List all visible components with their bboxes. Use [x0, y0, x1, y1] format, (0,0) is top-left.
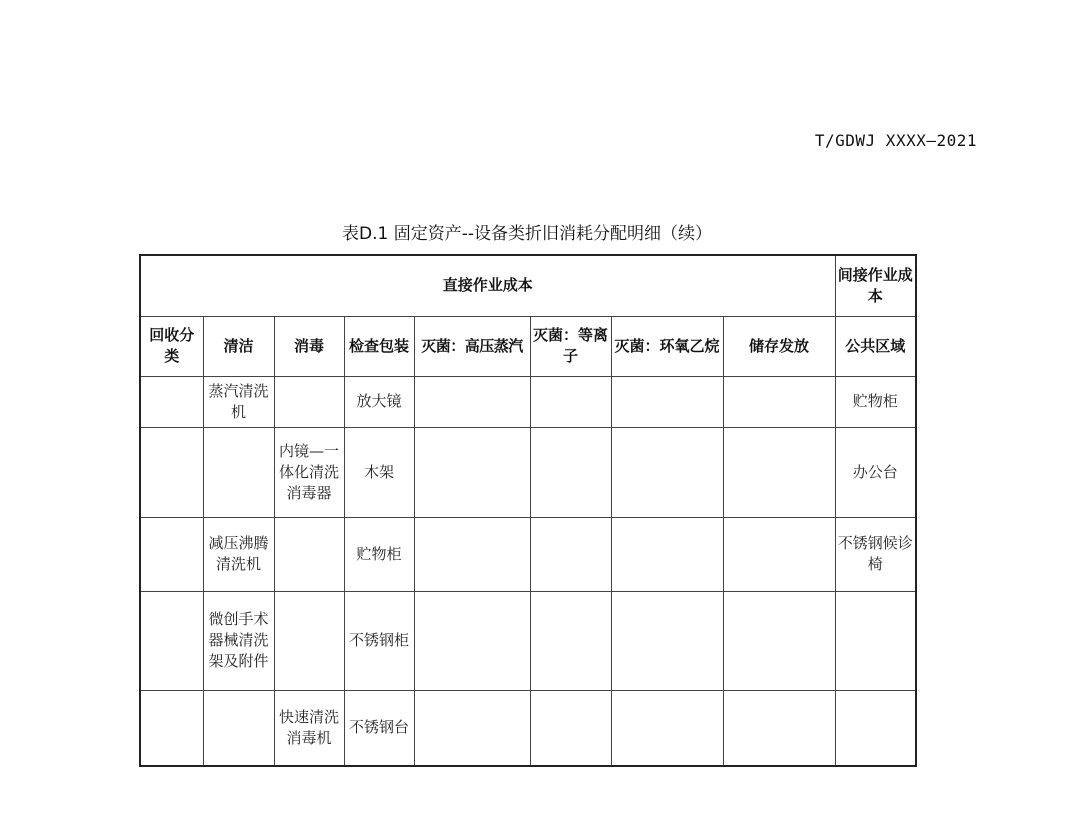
table-cell	[530, 591, 611, 690]
table-row	[140, 376, 916, 427]
table-cell: 内镜—一体化清洗消毒器	[274, 427, 344, 517]
table-cell: 贮物柜	[835, 376, 916, 427]
table-cell	[274, 376, 344, 427]
table-cell	[723, 427, 835, 517]
table-cell	[835, 591, 916, 690]
table-cell	[723, 376, 835, 427]
table-cell: 蒸汽清洗机	[203, 376, 274, 427]
table-cell	[530, 517, 611, 591]
table-cell: 微创手术器械清洗架及附件	[203, 591, 274, 690]
table-cell: 不锈钢候诊椅	[835, 517, 916, 591]
column-header: 储存发放	[723, 316, 835, 376]
table-cell	[203, 427, 274, 517]
column-header: 清洁	[203, 316, 274, 376]
table-cell	[530, 427, 611, 517]
table-cell: 快速清洗消毒机	[274, 690, 344, 766]
table-cell	[140, 690, 203, 766]
table-cell: 放大镜	[344, 376, 414, 427]
table-cell	[611, 517, 723, 591]
table-cell	[274, 591, 344, 690]
table-row	[140, 690, 916, 766]
indirect-cost-header: 间接作业成本	[835, 255, 916, 316]
table-cell: 贮物柜	[344, 517, 414, 591]
column-header: 灭菌：高压蒸汽	[414, 316, 530, 376]
column-header: 公共区域	[835, 316, 916, 376]
table-cell	[203, 690, 274, 766]
table-cell: 减压沸腾清洗机	[203, 517, 274, 591]
table-cell	[530, 690, 611, 766]
table-row	[140, 591, 916, 690]
column-header-row	[140, 316, 916, 376]
table-cell	[723, 517, 835, 591]
column-header: 灭菌：等离子	[530, 316, 611, 376]
column-header: 消毒	[274, 316, 344, 376]
table-cell	[414, 517, 530, 591]
table-cell	[414, 376, 530, 427]
table-row	[140, 517, 916, 591]
cost-allocation-table	[139, 254, 917, 767]
table-cell	[414, 690, 530, 766]
table-title: 表D.1 固定资产--设备类折旧消耗分配明细（续）	[342, 224, 712, 244]
table-cell	[414, 591, 530, 690]
table-cell	[530, 376, 611, 427]
table-cell: 木架	[344, 427, 414, 517]
direct-cost-header: 直接作业成本	[140, 255, 835, 316]
table-cell: 不锈钢柜	[344, 591, 414, 690]
table-cell	[611, 376, 723, 427]
column-header: 检查包装	[344, 316, 414, 376]
table-cell	[611, 427, 723, 517]
table-cell	[140, 427, 203, 517]
column-header: 灭菌：环氧乙烷	[611, 316, 723, 376]
table-cell	[723, 591, 835, 690]
table-cell	[414, 427, 530, 517]
table-cell: 不锈钢台	[344, 690, 414, 766]
group-header-row	[140, 255, 916, 316]
table-cell	[140, 591, 203, 690]
table-cell	[835, 690, 916, 766]
table-cell	[723, 690, 835, 766]
table-cell	[140, 376, 203, 427]
table-cell: 办公台	[835, 427, 916, 517]
table-cell	[274, 517, 344, 591]
table-cell	[140, 517, 203, 591]
column-header: 回收分类	[140, 316, 203, 376]
table-row	[140, 427, 916, 517]
table-cell	[611, 591, 723, 690]
document-code: T/GDWJ XXXX—2021	[814, 131, 977, 150]
table-cell	[611, 690, 723, 766]
